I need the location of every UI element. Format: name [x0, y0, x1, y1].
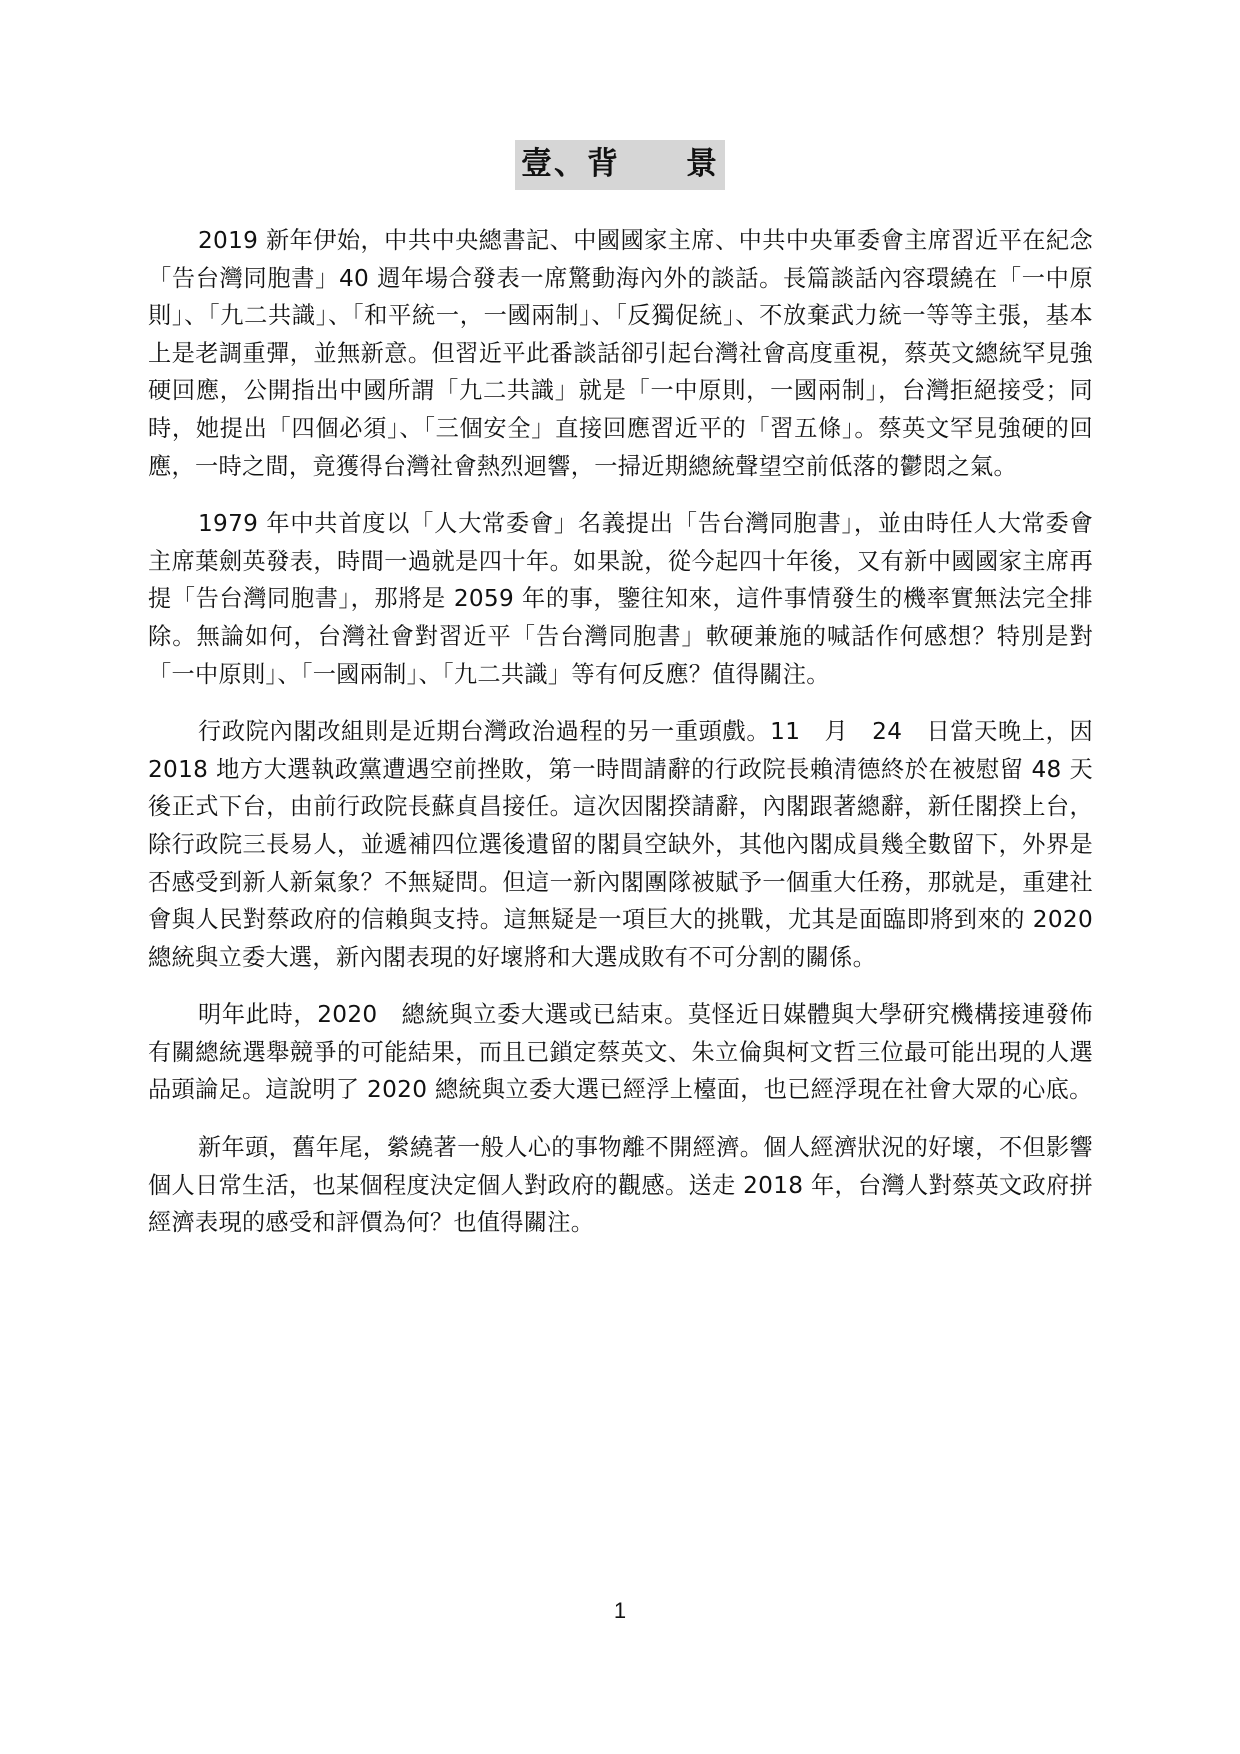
paragraph-2: 1979 年中共首度以「人大常委會」名義提出「告台灣同胞書」，並由時任人大常委會主席葉劍英發表，時間一過就是四十年。如果說，從今起四十年後，又有新中國國家主席再提「告台灣同胞書」，那將是 2059 年的事，鑒往知來，這件事情發生的機率實無法完全排除。無論如何，台灣社會對習近平「告台灣同胞書」軟硬兼施的喊話作何感想？特別是對「一中原則」、「一國兩制」、「九二共識」等有何反應？值得關注。 [148, 510, 1093, 688]
paragraph-5: 新年頭，舊年尾，縈繞著一般人心的事物離不開經濟。個人經濟狀況的好壞，不但影響個人日常生活，也某個程度決定個人對政府的觀感。送走 2018 年，台灣人對蔡英文政府拼經濟表現的感受和評價為何？也值得關注。 [148, 1134, 1093, 1237]
section-title: 壹、背 景 [515, 140, 725, 190]
page-number: 1 [613, 1598, 627, 1623]
paragraph-4: 明年此時，2020 總統與立委大選或已結束。莫怪近日媒體與大學研究機構接連發佈有關總統選舉競爭的可能結果，而且已鎖定蔡英文、朱立倫與柯文哲三位最可能出現的人選品頭論足。這說明了 2020 總統與立委大選已經浮上檯面，也已經浮現在社會大眾的心底。 [148, 1001, 1093, 1104]
paragraph-1: 2019 新年伊始，中共中央總書記、中國國家主席、中共中央軍委會主席習近平在紀念「告台灣同胞書」40 週年場合發表一席驚動海內外的談話。長篇談話內容環繞在「一中原則」、「九二共識」、「和平統一，一國兩制」、「反獨促統」、不放棄武力統一等等主張，基本上是老調重彈，並無新意。但習近平此番談話卻引起台灣社會高度重視，蔡英文總統罕見強硬回應，公開指出中國所謂「九二共識」就是「一中原則，一國兩制」，台灣拒絕接受；同時，她提出「四個必須」、「三個安全」直接回應習近平的「習五條」。蔡英文罕見強硬的回應，一時之間，竟獲得台灣社會熱烈迴響，一掃近期總統聲望空前低落的鬱悶之氣。 [148, 227, 1093, 480]
paragraph-3: 行政院內閣改組則是近期台灣政治過程的另一重頭戲。11 月 24 日當天晚上，因 2018 地方大選執政黨遭遇空前挫敗，第一時間請辭的行政院長賴清德終於在被慰留 48 天後正式下台，由前行政院長蘇貞昌接任。這次因閣揆請辭，內閣跟著總辭，新任閣揆上台，除行政院三長易人，並遞補四位選後遺留的閣員空缺外，其他內閣成員幾全數留下，外界是否感受到新人新氣象？不無疑問。但這一新內閣團隊被賦予一個重大任務，那就是，重建社會與人民對蔡政府的信賴與支持。這無疑是一項巨大的挑戰，尤其是面臨即將到來的 2020 總統與立委大選，新內閣表現的好壞將和大選成敗有不可分割的關係。 [148, 718, 1093, 971]
document-body [148, 222, 1093, 1262]
section-title-wrapper [0, 140, 1240, 190]
